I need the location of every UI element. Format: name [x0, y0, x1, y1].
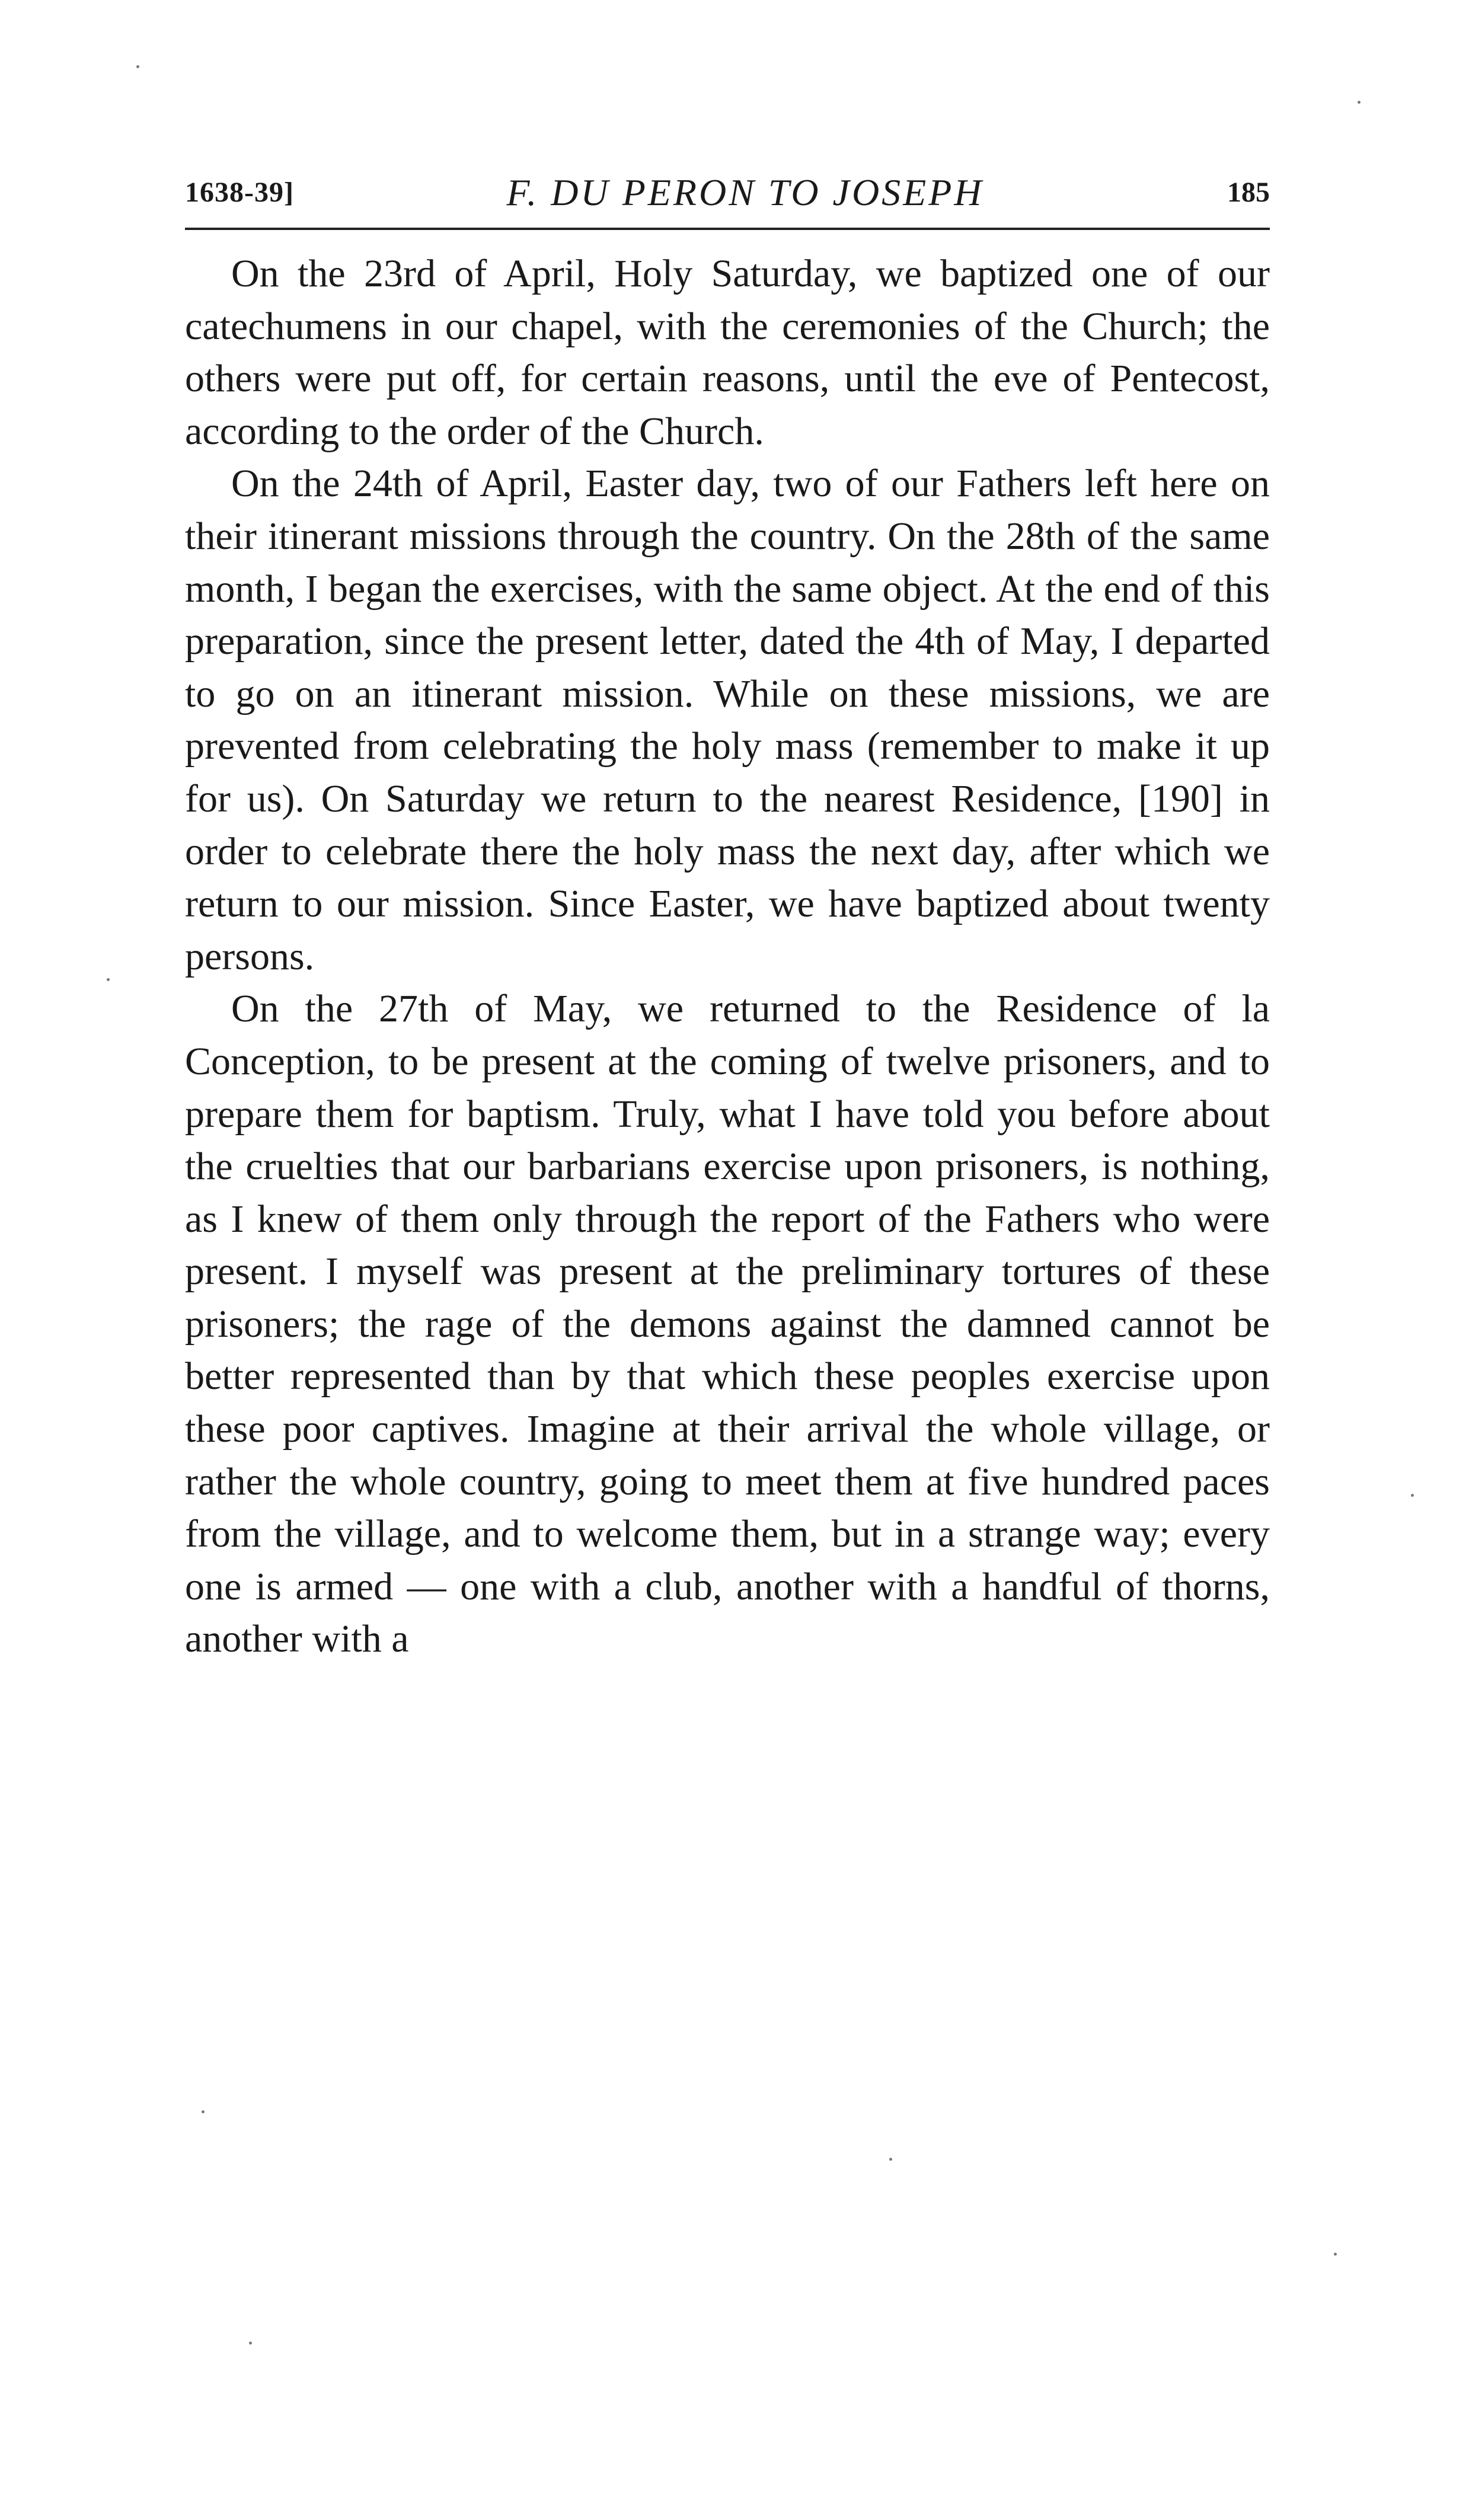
scan-speck: [202, 2110, 205, 2113]
paragraph-1: On the 23rd of April, Holy Saturday, we baptized one of our catechumens in our chapel, with the ceremonies of the Church; the others were put off, for certain reasons, until the eve of Pentecost, according to the order of the Church.: [185, 252, 1270, 453]
header-date-range: 1638-39]: [185, 177, 294, 208]
scan-speck: [1411, 1494, 1414, 1497]
scan-speck: [1358, 101, 1361, 104]
page-number: 185: [1227, 177, 1270, 208]
header-rule: [185, 228, 1270, 230]
scan-speck: [136, 65, 139, 68]
scan-speck: [107, 978, 110, 981]
paragraph-2: On the 24th of April, Easter day, two of our Fathers left here on their itinerant missions through the country. On the 28th of the same month, I began the exercises, with the same object. At the end of this preparation, since the present letter, dated the 4th of May, I departed to go on an itinerant mission. While on these missions, we are prevented from celebrating the holy mass (remember to make it up for us). On Saturday we return to the nearest Residence, [190] in order to celebrate there the holy mass the next day, after which we return to our mission. Since Easter, we have baptized about twenty persons.: [185, 462, 1270, 978]
scan-speck: [889, 2158, 892, 2161]
scan-speck: [1334, 2253, 1337, 2256]
header-title: F. DU PERON TO JOSEPH: [506, 171, 984, 213]
scan-speck: [249, 2342, 252, 2345]
body-text: [185, 248, 1270, 1666]
paragraph-3: On the 27th of May, we returned to the Residence of la Conception, to be present at the coming of twelve prisoners, and to prepare them for baptism. Truly, what I have told you before about the cruelties that our barbarians exercise upon prisoners, is nothing, as I knew of them only through the report of the Fathers who were present. I myself was present at the preliminary tortures of these prisoners; the rage of the demons against the damned cannot be better represented than by that which these peoples exercise upon these poor captives. Imagine at their arrival the whole village, or rather the whole country, going to meet them at five hundred paces from the village, and to welcome them, but in a strange way; every one is armed — one with a club, another with a handful of thorns, another with a: [185, 987, 1270, 1661]
running-header: [185, 166, 1270, 219]
book-page: [185, 166, 1270, 1666]
